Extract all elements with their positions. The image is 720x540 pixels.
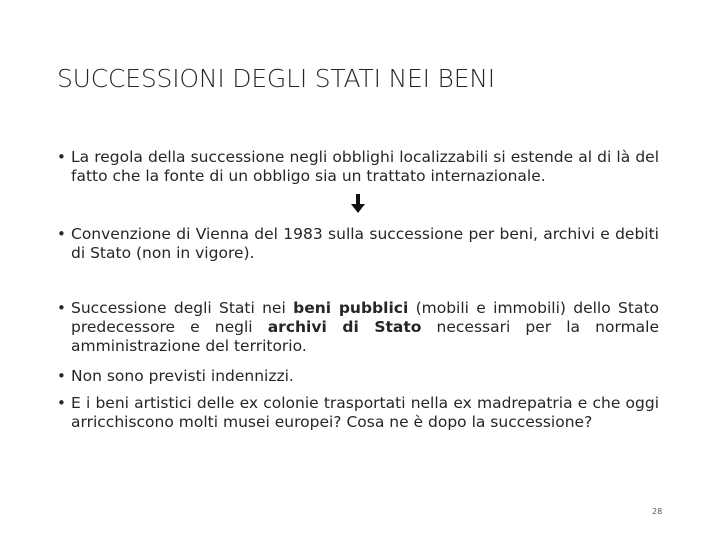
- bullet-text-part: Successione degli Stati nei: [71, 299, 294, 317]
- bullet-text: E i beni artistici delle ex colonie trasportati nella ex madrepatria e che oggi arricchiscono molti musei europei? Cosa ne è dopo la successione?: [71, 394, 659, 431]
- bullet-text: La regola della successione negli obblighi localizzabili si estende al di là del fatto che la fonte di un obbligo sia un trattato internazionale.: [71, 148, 659, 185]
- bullet-text: Convenzione di Vienna del 1983 sulla successione per beni, archivi e debiti di Stato (non in vigore).: [71, 225, 659, 262]
- bullet-text-part: (mobili e immobili) dello Stato predecessore e negli: [71, 299, 660, 336]
- bullet-item: [57, 299, 659, 356]
- bullet-marker: •: [57, 148, 66, 166]
- bullet-marker: •: [57, 394, 66, 412]
- bullet-item: [57, 394, 659, 432]
- bullet-marker: •: [57, 299, 66, 317]
- bullet-item: [57, 367, 659, 386]
- bullet-marker: •: [57, 367, 66, 385]
- page-number: 28: [652, 507, 663, 516]
- arrow-down-icon: [349, 193, 367, 215]
- bullet-text: [71, 299, 659, 356]
- bullet-item: [57, 225, 659, 263]
- bullet-text: Non sono previsti indennizzi.: [71, 367, 294, 385]
- bold-term: archivi di Stato: [267, 318, 422, 336]
- slide-title: SUCCESSIONI DEGLI STATI NEI BENI: [57, 64, 495, 93]
- bullet-item: [57, 148, 659, 186]
- bullet-marker: •: [57, 225, 66, 243]
- bullet-text-part: necessari per la normale amministrazione del territorio.: [71, 318, 660, 355]
- bold-term: beni pubblici: [293, 299, 409, 317]
